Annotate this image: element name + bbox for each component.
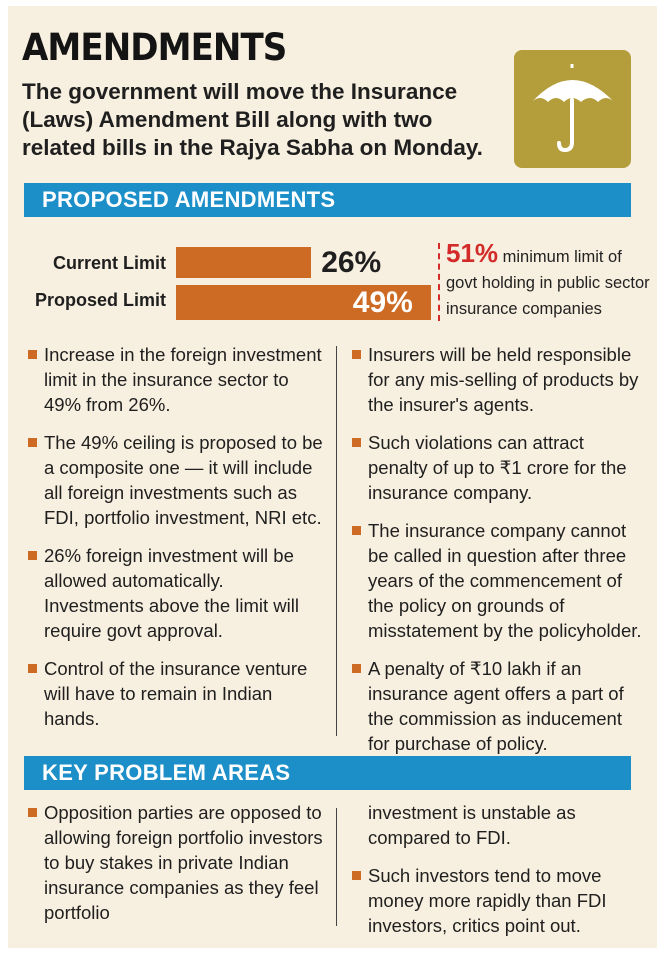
page-subtitle: The government will move the Insurance (Laws) Amendment Bill along with two related bills in the Rajya Sabha on Monday. [22, 79, 483, 160]
problems-left-column [28, 800, 324, 938]
page-title: AMENDMENTS [22, 26, 287, 69]
problems-right-column [352, 800, 642, 951]
list-item: Such violations can attract penalty of up to ₹1 crore for the insurance company. [352, 430, 642, 505]
list-item-continued: investment is unstable as compared to FDI. [368, 802, 576, 848]
list-item: 26% foreign investment will be allowed automatically. Investments above the limit will require govt approval. [28, 543, 324, 643]
proposed-right-column [352, 342, 642, 769]
column-divider [336, 346, 337, 736]
limit-note [446, 240, 656, 322]
bar-label-proposed: Proposed Limit [34, 290, 166, 310]
limit-divider [438, 243, 440, 321]
list-item: The insurance company cannot be called in question after three years of the commencement of the policy on grounds of misstatement by the policyholder. [352, 518, 642, 643]
bar-value-proposed: 49% [352, 286, 413, 319]
limit-note-value: 51% [446, 238, 499, 268]
proposed-left-column [28, 342, 324, 744]
bar-value-current: 26% [321, 246, 382, 279]
column-divider [336, 808, 337, 926]
bar-current [176, 247, 311, 278]
list-item: Insurers will be held responsible for any mis-selling of products by the insurer's agents. [352, 342, 642, 417]
list-item: Control of the insurance venture will have to remain in Indian hands. [28, 656, 324, 731]
list-item: Opposition parties are opposed to allowing foreign portfolio investors to buy stakes in private Indian insurance companies as they feel portfolio [28, 800, 324, 925]
list-item: The 49% ceiling is proposed to be a composite one — it will include all foreign investments such as FDI, portfolio investment, NRI etc. [28, 430, 324, 530]
logo-badge [514, 50, 631, 168]
section-header-problems: KEY PROBLEM AREAS [24, 756, 631, 790]
bar-label-current: Current Limit [52, 253, 166, 273]
section-header-proposed: PROPOSED AMENDMENTS [24, 183, 631, 217]
list-item: Such investors tend to move money more rapidly than FDI investors, critics point out. [352, 863, 642, 938]
limit-note-text: minimum limit of govt holding in public sector insurance companies [446, 248, 650, 318]
list-item: A penalty of ₹10 lakh if an insurance agent offers a part of the commission as inducement for purchase of policy. [352, 656, 642, 756]
umbrella-icon [514, 50, 631, 168]
list-item: Increase in the foreign investment limit in the insurance sector to 49% from 26%. [28, 342, 324, 417]
